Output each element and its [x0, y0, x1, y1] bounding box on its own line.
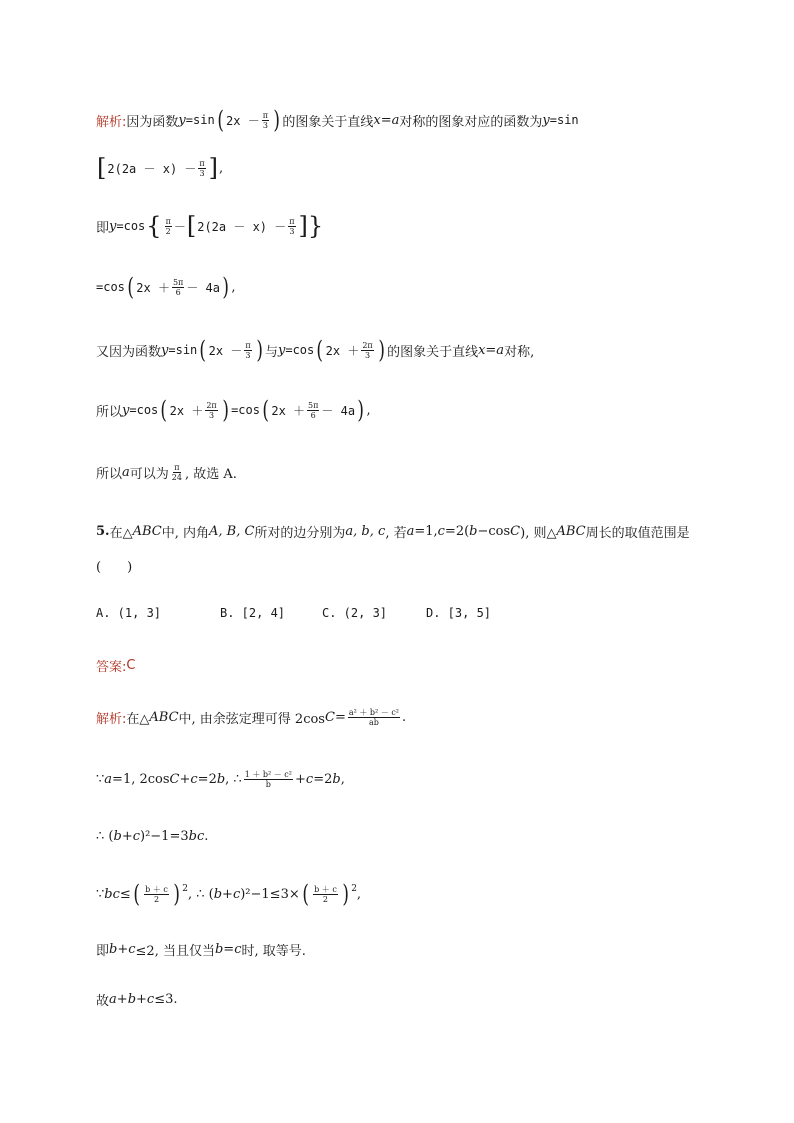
- fraction: $\frac{\pi}{3}$: [199, 158, 205, 178]
- solution-line-7: 所以 a 可以为 $\frac{\pi}{24}$ , 故选 A.: [96, 463, 237, 482]
- fraction: $\frac{b + c}{2}$: [145, 884, 168, 904]
- option-d: D. [3, 5]: [426, 606, 492, 620]
- answer-value: C: [126, 658, 136, 673]
- fraction: $\frac{\pi}{24}$: [171, 463, 182, 482]
- fraction: $\frac{\pi}{3}$: [262, 110, 268, 130]
- fraction: $\frac{\pi}{2}$: [165, 216, 171, 236]
- fraction: $\frac{\pi}{3}$: [289, 216, 295, 236]
- question-5: 5. 在△ ABC 中, 内角 A, B, C 所对的边分别为 a, b, c , 若 a =1, c =2( b −cos C ), 则△ ABC 周长的取值范围是: [96, 524, 690, 541]
- solution-line-2: [ 2(2a － x) － $\frac{\pi}{3}$ ] ,: [97, 154, 224, 182]
- fraction: $\frac{\text{a² ＋ b² － c²}}{ab}$: [348, 708, 400, 727]
- fraction: $\frac{5\pi}{6}$: [308, 400, 319, 420]
- options-row: [96, 606, 491, 620]
- solution-line-5: 又因为函数 y =sin ( 2x － $\frac{\pi}{3}$ ) 与 y =cos ( 2x ＋ $\frac{2\pi}{3}$ ) 的图象关于直线 x=a 对称,: [96, 336, 535, 364]
- solution-5-line-1: 解析: 在△ ABC 中, 由余弦定理可得 2cos C = $\frac{\text{a² ＋ b² － c²}}{ab}$ .: [96, 708, 407, 727]
- fraction: $\frac{2\pi}{3}$: [206, 400, 217, 420]
- solution-line-3: 即 y =cos { $\frac{\pi}{2}$ － [ 2(2a － x) － $\frac{\pi}{3}$ ]}: [96, 212, 324, 240]
- answer-label: 答案:: [96, 660, 127, 675]
- fraction: $\frac{\pi}{3}$: [245, 340, 251, 360]
- fraction: $\frac{b + c}{2}$: [314, 884, 337, 904]
- option-b: B. [2, 4]: [220, 606, 286, 620]
- solution-5-line-3: ∴ ( b + c )²−1=3 bc .: [96, 829, 209, 844]
- analysis-label: 解析:: [96, 114, 127, 130]
- option-a: A. (1, 3]: [96, 606, 162, 620]
- solution-5-line-4: ∵ bc ≤ ( $\frac{b + c}{2}$ ) $^2$ , ∴ ( b + c )²−1≤3× ( $\frac{b + c}{2}$ ) $^2$ ,: [96, 880, 362, 908]
- fraction: $\frac{5\pi}{6}$: [172, 277, 184, 297]
- fraction: $\frac{\text{1 ＋ b² － c²}}{b}$: [244, 770, 292, 789]
- solution-5-line-2: ∵ a =1, 2cos C + c =2 b , ∴ $\frac{\text{1 ＋ b² － c²}}{b}$ + c =2 b ,: [96, 770, 345, 789]
- question-5-blank: ( ): [96, 560, 133, 575]
- solution-line-1: 解析: 因为函数 y =sin ( 2x － $\frac{\pi}{3}$ ) 的图象关于直线 x=a 对称的图象对应的函数为 y =sin: [96, 106, 579, 134]
- option-c: C. (2, 3]: [322, 606, 388, 620]
- answer-line: [96, 656, 135, 675]
- analysis-label: 解析:: [96, 712, 127, 727]
- solution-line-4: =cos ( 2x ＋ $\frac{5\pi}{6}$ － 4a ) ,: [96, 273, 236, 301]
- fraction: $\frac{2\pi}{3}$: [362, 340, 373, 360]
- solution-5-line-5: 即 b + c ≤2, 当且仅当 b = c 时, 取等号.: [96, 942, 306, 959]
- solution-line-6: 所以 y =cos ( 2x ＋ $\frac{2\pi}{3}$ ) =cos ( 2x ＋ $\frac{5\pi}{6}$ － 4a ) ,: [96, 396, 371, 424]
- solution-5-line-6: 故 a + b + c ≤3.: [96, 992, 178, 1009]
